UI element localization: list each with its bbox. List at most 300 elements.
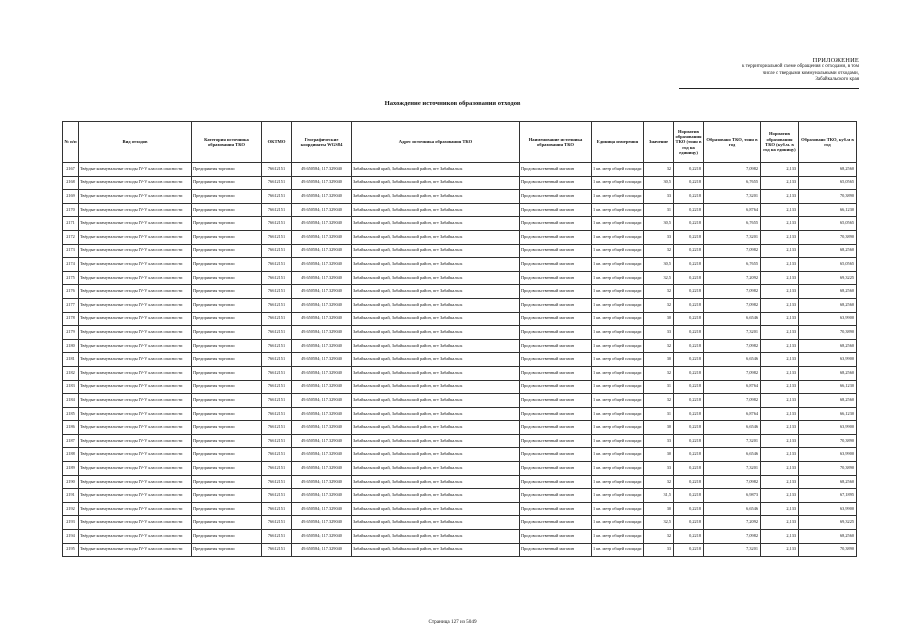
cell-coords: 49.650584; 117.329040	[292, 462, 352, 476]
cell-coords: 49.650584; 117.329040	[292, 502, 352, 516]
cell-category: Предприятия торговли	[192, 312, 262, 326]
table-row	[63, 434, 857, 448]
cell-oktmo: 76612151	[262, 502, 292, 516]
cell-source: Продовольственный магазин	[520, 353, 592, 367]
cell-waste: Твёрдые коммунальные отходы IV-V классов опасности	[79, 230, 192, 244]
cell-norm-t: 0,2218	[674, 380, 704, 394]
cell-formed-t: 6,7655	[704, 217, 761, 231]
cell-value: 33	[644, 462, 674, 476]
cell-source: Продовольственный магазин	[520, 394, 592, 408]
cell-oktmo: 76612151	[262, 203, 292, 217]
cell-waste: Твёрдые коммунальные отходы IV-V классов опасности	[79, 285, 192, 299]
cell-address: Забайкальский край, Забайкальский район, пгт Забайкальск	[352, 475, 520, 489]
cell-waste: Твёрдые коммунальные отходы IV-V классов опасности	[79, 258, 192, 272]
cell-waste: Твёрдые коммунальные отходы IV-V классов опасности	[79, 543, 192, 557]
cell-norm-t: 0,2218	[674, 394, 704, 408]
cell-norm-t: 0,2218	[674, 163, 704, 177]
cell-unit: 1 кв. метр общей площади	[592, 366, 644, 380]
cell-waste: Твёрдые коммунальные отходы IV-V классов опасности	[79, 475, 192, 489]
cell-formed-m3: 68,2560	[799, 163, 857, 177]
cell-formed-m3: 70,3890	[799, 543, 857, 557]
cell-coords: 49.650584; 117.329040	[292, 543, 352, 557]
cell-formed-m3: 68,2560	[799, 394, 857, 408]
cell-value: 30	[644, 502, 674, 516]
cell-norm-m3: 2,133	[761, 258, 799, 272]
cell-category: Предприятия торговли	[192, 203, 262, 217]
cell-formed-m3: 68,2560	[799, 475, 857, 489]
cell-source: Продовольственный магазин	[520, 285, 592, 299]
cell-category: Предприятия торговли	[192, 244, 262, 258]
cell-num: 2169	[63, 190, 79, 204]
cell-num: 2194	[63, 530, 79, 544]
cell-unit: 1 кв. метр общей площади	[592, 475, 644, 489]
table-row	[63, 258, 857, 272]
cell-source: Продовольственный магазин	[520, 298, 592, 312]
cell-oktmo: 76612151	[262, 190, 292, 204]
cell-coords: 49.650584; 117.329040	[292, 366, 352, 380]
table-row	[63, 244, 857, 258]
cell-formed-m3: 69,3225	[799, 271, 857, 285]
cell-formed-t: 6,7655	[704, 258, 761, 272]
appendix-line: Забайкальского края	[815, 77, 859, 83]
header-num: № п/п	[63, 122, 79, 163]
cell-category: Предприятия торговли	[192, 516, 262, 530]
cell-formed-m3: 68,2560	[799, 285, 857, 299]
cell-norm-m3: 2,133	[761, 190, 799, 204]
cell-oktmo: 76612151	[262, 326, 292, 340]
cell-formed-t: 6,9873	[704, 489, 761, 503]
cell-address: Забайкальский край, Забайкальский район, пгт Забайкальск	[352, 489, 520, 503]
table-row	[63, 339, 857, 353]
cell-value: 30	[644, 448, 674, 462]
cell-unit: 1 кв. метр общей площади	[592, 448, 644, 462]
table-header-row	[63, 122, 857, 163]
cell-norm-t: 0,2218	[674, 530, 704, 544]
cell-coords: 49.650584; 117.329040	[292, 394, 352, 408]
cell-category: Предприятия торговли	[192, 448, 262, 462]
cell-category: Предприятия торговли	[192, 217, 262, 231]
table-row	[63, 502, 857, 516]
cell-source: Продовольственный магазин	[520, 380, 592, 394]
cell-formed-t: 7,0982	[704, 366, 761, 380]
cell-formed-m3: 68,2560	[799, 298, 857, 312]
cell-num: 2188	[63, 448, 79, 462]
cell-coords: 49.650584; 117.329040	[292, 353, 352, 367]
header-waste: Вид отходов	[79, 122, 192, 163]
cell-source: Продовольственный магазин	[520, 434, 592, 448]
cell-norm-t: 0,2218	[674, 462, 704, 476]
cell-coords: 49.650584; 117.329040	[292, 285, 352, 299]
cell-unit: 1 кв. метр общей площади	[592, 353, 644, 367]
cell-unit: 1 кв. метр общей площади	[592, 326, 644, 340]
header-formed-m3: Образовано ТКО, куб.м в год	[799, 122, 857, 163]
cell-oktmo: 76612151	[262, 312, 292, 326]
cell-norm-t: 0,2218	[674, 285, 704, 299]
cell-norm-m3: 2,133	[761, 244, 799, 258]
cell-waste: Твёрдые коммунальные отходы IV-V классов опасности	[79, 244, 192, 258]
cell-value: 33	[644, 230, 674, 244]
cell-unit: 1 кв. метр общей площади	[592, 407, 644, 421]
cell-category: Предприятия торговли	[192, 353, 262, 367]
cell-value: 33	[644, 434, 674, 448]
cell-coords: 49.650584; 117.329040	[292, 298, 352, 312]
cell-unit: 1 кв. метр общей площади	[592, 298, 644, 312]
table-row	[63, 203, 857, 217]
cell-norm-m3: 2,133	[761, 163, 799, 177]
cell-category: Предприятия торговли	[192, 407, 262, 421]
cell-num: 2189	[63, 462, 79, 476]
cell-formed-m3: 65,0565	[799, 176, 857, 190]
cell-oktmo: 76612151	[262, 258, 292, 272]
cell-unit: 1 кв. метр общей площади	[592, 285, 644, 299]
header-unit: Единица измерения	[592, 122, 644, 163]
cell-category: Предприятия торговли	[192, 366, 262, 380]
cell-formed-t: 6,6546	[704, 502, 761, 516]
cell-waste: Твёрдые коммунальные отходы IV-V классов опасности	[79, 448, 192, 462]
cell-num: 2170	[63, 203, 79, 217]
cell-formed-m3: 63,9900	[799, 421, 857, 435]
cell-oktmo: 76612151	[262, 394, 292, 408]
cell-norm-t: 0,2218	[674, 298, 704, 312]
cell-coords: 49.650584; 117.329040	[292, 407, 352, 421]
cell-address: Забайкальский край, Забайкальский район, пгт Забайкальск	[352, 502, 520, 516]
cell-formed-t: 7,3201	[704, 326, 761, 340]
cell-formed-t: 7,3201	[704, 462, 761, 476]
cell-oktmo: 76612151	[262, 230, 292, 244]
cell-norm-t: 0,2218	[674, 489, 704, 503]
cell-coords: 49.650584; 117.329040	[292, 312, 352, 326]
cell-norm-t: 0,2218	[674, 230, 704, 244]
cell-waste: Твёрдые коммунальные отходы IV-V классов опасности	[79, 271, 192, 285]
cell-norm-t: 0,2218	[674, 217, 704, 231]
cell-num: 2171	[63, 217, 79, 231]
cell-num: 2176	[63, 285, 79, 299]
cell-category: Предприятия торговли	[192, 190, 262, 204]
cell-coords: 49.650584; 117.329040	[292, 339, 352, 353]
header-oktmo: ОКТМО	[262, 122, 292, 163]
cell-num: 2178	[63, 312, 79, 326]
cell-source: Продовольственный магазин	[520, 244, 592, 258]
cell-value: 30	[644, 312, 674, 326]
cell-category: Предприятия торговли	[192, 475, 262, 489]
cell-num: 2195	[63, 543, 79, 557]
cell-value: 30	[644, 353, 674, 367]
cell-num: 2180	[63, 339, 79, 353]
cell-source: Продовольственный магазин	[520, 502, 592, 516]
cell-value: 32	[644, 394, 674, 408]
cell-value: 31,5	[644, 489, 674, 503]
table-row	[63, 163, 857, 177]
cell-waste: Твёрдые коммунальные отходы IV-V классов опасности	[79, 421, 192, 435]
cell-value: 31	[644, 203, 674, 217]
cell-num: 2185	[63, 407, 79, 421]
cell-oktmo: 76612151	[262, 298, 292, 312]
cell-formed-t: 7,0982	[704, 298, 761, 312]
table-row	[63, 353, 857, 367]
cell-norm-t: 0,2218	[674, 203, 704, 217]
cell-value: 33	[644, 190, 674, 204]
cell-formed-m3: 70,3890	[799, 326, 857, 340]
cell-source: Продовольственный магазин	[520, 163, 592, 177]
cell-unit: 1 кв. метр общей площади	[592, 339, 644, 353]
cell-norm-t: 0,2218	[674, 190, 704, 204]
cell-value: 30	[644, 421, 674, 435]
cell-source: Продовольственный магазин	[520, 312, 592, 326]
cell-unit: 1 кв. метр общей площади	[592, 380, 644, 394]
table-row	[63, 475, 857, 489]
cell-source: Продовольственный магазин	[520, 475, 592, 489]
header-address: Адрес источника образования ТКО	[352, 122, 520, 163]
cell-num: 2168	[63, 176, 79, 190]
cell-waste: Твёрдые коммунальные отходы IV-V классов опасности	[79, 353, 192, 367]
cell-coords: 49.650584; 117.329040	[292, 530, 352, 544]
appendix-heading: ПРИЛОЖЕНИЕ	[812, 57, 859, 64]
cell-address: Забайкальский край, Забайкальский район, пгт Забайкальск	[352, 380, 520, 394]
cell-unit: 1 кв. метр общей площади	[592, 421, 644, 435]
cell-unit: 1 кв. метр общей площади	[592, 530, 644, 544]
cell-norm-m3: 2,133	[761, 380, 799, 394]
cell-value: 32,5	[644, 271, 674, 285]
cell-unit: 1 кв. метр общей площади	[592, 176, 644, 190]
cell-norm-m3: 2,133	[761, 312, 799, 326]
cell-formed-t: 6,8764	[704, 203, 761, 217]
cell-unit: 1 кв. метр общей площади	[592, 394, 644, 408]
cell-unit: 1 кв. метр общей площади	[592, 244, 644, 258]
cell-unit: 1 кв. метр общей площади	[592, 489, 644, 503]
cell-coords: 49.650584; 117.329040	[292, 434, 352, 448]
cell-coords: 49.650584; 117.329040	[292, 380, 352, 394]
cell-oktmo: 76612151	[262, 380, 292, 394]
cell-formed-m3: 66,1230	[799, 203, 857, 217]
cell-formed-t: 7,3201	[704, 434, 761, 448]
cell-waste: Твёрдые коммунальные отходы IV-V классов опасности	[79, 407, 192, 421]
cell-norm-m3: 2,133	[761, 285, 799, 299]
cell-oktmo: 76612151	[262, 339, 292, 353]
cell-waste: Твёрдые коммунальные отходы IV-V классов опасности	[79, 176, 192, 190]
cell-formed-t: 7,3201	[704, 230, 761, 244]
cell-num: 2177	[63, 298, 79, 312]
cell-coords: 49.650584; 117.329040	[292, 326, 352, 340]
cell-formed-m3: 68,2560	[799, 530, 857, 544]
cell-norm-t: 0,2218	[674, 176, 704, 190]
cell-formed-m3: 67,1895	[799, 489, 857, 503]
cell-source: Продовольственный магазин	[520, 543, 592, 557]
cell-norm-t: 0,2218	[674, 421, 704, 435]
cell-waste: Твёрдые коммунальные отходы IV-V классов опасности	[79, 462, 192, 476]
cell-waste: Твёрдые коммунальные отходы IV-V классов опасности	[79, 298, 192, 312]
cell-formed-t: 7,3201	[704, 543, 761, 557]
cell-formed-t: 7,0982	[704, 530, 761, 544]
cell-category: Предприятия торговли	[192, 163, 262, 177]
cell-address: Забайкальский край, Забайкальский район, пгт Забайкальск	[352, 217, 520, 231]
table-row	[63, 421, 857, 435]
cell-source: Продовольственный магазин	[520, 530, 592, 544]
cell-address: Забайкальский край, Забайкальский район, пгт Забайкальск	[352, 244, 520, 258]
cell-norm-m3: 2,133	[761, 434, 799, 448]
cell-unit: 1 кв. метр общей площади	[592, 312, 644, 326]
cell-formed-m3: 63,9900	[799, 353, 857, 367]
appendix-rule	[679, 88, 859, 89]
header-norm-t: Норматив образования ТКО (тонн в год на единицу)	[674, 122, 704, 163]
header-source: Наименование источника образования ТКО	[520, 122, 592, 163]
cell-norm-m3: 2,133	[761, 407, 799, 421]
cell-category: Предприятия торговли	[192, 489, 262, 503]
cell-num: 2167	[63, 163, 79, 177]
cell-category: Предприятия торговли	[192, 421, 262, 435]
header-formed-t: Образовано ТКО, тонн в год	[704, 122, 761, 163]
cell-norm-t: 0,2218	[674, 326, 704, 340]
document-title: Нахождение источников образования отходов	[384, 100, 521, 107]
cell-norm-t: 0,2218	[674, 244, 704, 258]
cell-oktmo: 76612151	[262, 353, 292, 367]
cell-source: Продовольственный магазин	[520, 258, 592, 272]
cell-norm-t: 0,2218	[674, 258, 704, 272]
cell-coords: 49.650584; 117.329040	[292, 190, 352, 204]
cell-formed-t: 7,0982	[704, 285, 761, 299]
cell-formed-t: 7,0982	[704, 394, 761, 408]
cell-formed-t: 6,8764	[704, 407, 761, 421]
cell-category: Предприятия торговли	[192, 298, 262, 312]
cell-category: Предприятия торговли	[192, 271, 262, 285]
cell-address: Забайкальский край, Забайкальский район, пгт Забайкальск	[352, 434, 520, 448]
cell-category: Предприятия торговли	[192, 543, 262, 557]
cell-oktmo: 76612151	[262, 366, 292, 380]
cell-address: Забайкальский край, Забайкальский район, пгт Забайкальск	[352, 271, 520, 285]
cell-oktmo: 76612151	[262, 407, 292, 421]
cell-norm-m3: 2,133	[761, 298, 799, 312]
cell-waste: Твёрдые коммунальные отходы IV-V классов опасности	[79, 312, 192, 326]
cell-address: Забайкальский край, Забайкальский район, пгт Забайкальск	[352, 353, 520, 367]
cell-source: Продовольственный магазин	[520, 339, 592, 353]
cell-oktmo: 76612151	[262, 244, 292, 258]
cell-norm-t: 0,2218	[674, 543, 704, 557]
cell-coords: 49.650584; 117.329040	[292, 421, 352, 435]
cell-norm-m3: 2,133	[761, 530, 799, 544]
cell-norm-m3: 2,133	[761, 502, 799, 516]
cell-unit: 1 кв. метр общей площади	[592, 516, 644, 530]
cell-formed-m3: 70,3890	[799, 462, 857, 476]
cell-address: Забайкальский край, Забайкальский район, пгт Забайкальск	[352, 176, 520, 190]
cell-formed-m3: 70,3890	[799, 230, 857, 244]
cell-unit: 1 кв. метр общей площади	[592, 163, 644, 177]
table-row	[63, 312, 857, 326]
cell-category: Предприятия торговли	[192, 394, 262, 408]
cell-formed-m3: 65,0565	[799, 217, 857, 231]
cell-source: Продовольственный магазин	[520, 489, 592, 503]
appendix-block	[599, 58, 859, 84]
cell-norm-m3: 2,133	[761, 176, 799, 190]
cell-formed-t: 6,6546	[704, 448, 761, 462]
cell-num: 2172	[63, 230, 79, 244]
cell-category: Предприятия торговли	[192, 502, 262, 516]
cell-formed-m3: 70,3890	[799, 434, 857, 448]
cell-value: 30,5	[644, 217, 674, 231]
cell-unit: 1 кв. метр общей площади	[592, 230, 644, 244]
table-row	[63, 448, 857, 462]
cell-address: Забайкальский край, Забайкальский район, пгт Забайкальск	[352, 448, 520, 462]
cell-coords: 49.650584; 117.329040	[292, 176, 352, 190]
cell-num: 2186	[63, 421, 79, 435]
cell-norm-m3: 2,133	[761, 543, 799, 557]
cell-oktmo: 76612151	[262, 516, 292, 530]
cell-source: Продовольственный магазин	[520, 516, 592, 530]
cell-unit: 1 кв. метр общей площади	[592, 462, 644, 476]
cell-source: Продовольственный магазин	[520, 462, 592, 476]
table-row	[63, 271, 857, 285]
cell-waste: Твёрдые коммунальные отходы IV-V классов опасности	[79, 502, 192, 516]
cell-formed-m3: 68,2560	[799, 366, 857, 380]
cell-num: 2174	[63, 258, 79, 272]
waste-sources-table	[62, 121, 857, 557]
cell-norm-m3: 2,133	[761, 516, 799, 530]
cell-norm-m3: 2,133	[761, 326, 799, 340]
cell-formed-m3: 70,3890	[799, 190, 857, 204]
cell-waste: Твёрдые коммунальные отходы IV-V классов опасности	[79, 380, 192, 394]
cell-address: Забайкальский край, Забайкальский район, пгт Забайкальск	[352, 339, 520, 353]
cell-formed-t: 6,6546	[704, 312, 761, 326]
cell-formed-m3: 68,2560	[799, 339, 857, 353]
table-row	[63, 298, 857, 312]
cell-source: Продовольственный магазин	[520, 421, 592, 435]
cell-oktmo: 76612151	[262, 489, 292, 503]
table-row	[63, 230, 857, 244]
cell-address: Забайкальский край, Забайкальский район, пгт Забайкальск	[352, 543, 520, 557]
cell-unit: 1 кв. метр общей площади	[592, 190, 644, 204]
cell-value: 32	[644, 244, 674, 258]
cell-norm-m3: 2,133	[761, 353, 799, 367]
cell-address: Забайкальский край, Забайкальский район, пгт Забайкальск	[352, 421, 520, 435]
cell-norm-t: 0,2218	[674, 502, 704, 516]
cell-coords: 49.650584; 117.329040	[292, 244, 352, 258]
cell-coords: 49.650584; 117.329040	[292, 271, 352, 285]
cell-category: Предприятия торговли	[192, 380, 262, 394]
cell-num: 2173	[63, 244, 79, 258]
cell-formed-t: 6,6546	[704, 353, 761, 367]
cell-source: Продовольственный магазин	[520, 230, 592, 244]
cell-norm-m3: 2,133	[761, 475, 799, 489]
header-norm-m3: Норматив образования ТКО (куб.м. в год на единицу)	[761, 122, 799, 163]
cell-category: Предприятия торговли	[192, 530, 262, 544]
cell-coords: 49.650584; 117.329040	[292, 217, 352, 231]
cell-oktmo: 76612151	[262, 462, 292, 476]
cell-formed-m3: 63,9900	[799, 502, 857, 516]
cell-source: Продовольственный магазин	[520, 190, 592, 204]
cell-norm-m3: 2,133	[761, 448, 799, 462]
cell-coords: 49.650584; 117.329040	[292, 230, 352, 244]
cell-norm-m3: 2,133	[761, 230, 799, 244]
cell-waste: Твёрдые коммунальные отходы IV-V классов опасности	[79, 516, 192, 530]
cell-num: 2184	[63, 394, 79, 408]
cell-waste: Твёрдые коммунальные отходы IV-V классов опасности	[79, 190, 192, 204]
cell-value: 33	[644, 543, 674, 557]
cell-unit: 1 кв. метр общей площади	[592, 543, 644, 557]
cell-norm-m3: 2,133	[761, 489, 799, 503]
cell-norm-t: 0,2218	[674, 353, 704, 367]
table-row	[63, 366, 857, 380]
cell-formed-m3: 69,3225	[799, 516, 857, 530]
cell-norm-m3: 2,133	[761, 462, 799, 476]
cell-formed-m3: 66,1230	[799, 380, 857, 394]
cell-formed-t: 7,0982	[704, 244, 761, 258]
cell-address: Забайкальский край, Забайкальский район, пгт Забайкальск	[352, 407, 520, 421]
cell-oktmo: 76612151	[262, 530, 292, 544]
cell-unit: 1 кв. метр общей площади	[592, 203, 644, 217]
cell-source: Продовольственный магазин	[520, 366, 592, 380]
cell-unit: 1 кв. метр общей площади	[592, 258, 644, 272]
cell-formed-t: 7,0982	[704, 339, 761, 353]
table-row	[63, 516, 857, 530]
cell-formed-m3: 65,0565	[799, 258, 857, 272]
